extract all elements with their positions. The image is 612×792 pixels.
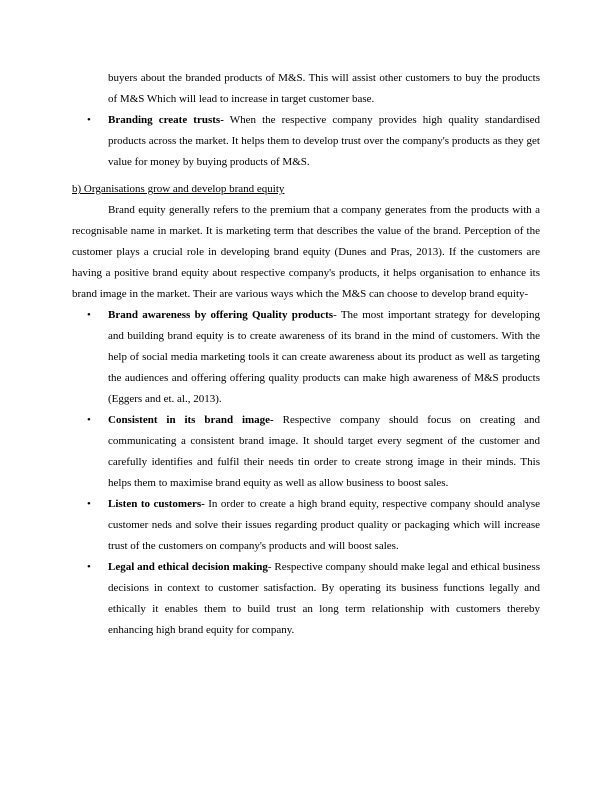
bullet-title: Listen to customers- <box>108 498 205 510</box>
bullet-icon: • <box>87 114 91 126</box>
list-item <box>72 305 540 410</box>
list-item <box>72 557 540 641</box>
bullet-title: Legal and ethical decision making <box>108 561 268 573</box>
bullet-icon: • <box>87 561 91 573</box>
bullet-text: Respective company should focus on creating and communicating a consistent brand image. It should target every segment of the customer and carefully identifies and fulfil their needs tin order to create strong image in their minds. This helps them to maximise brand equity as well as allow business to boost sales. <box>108 414 540 489</box>
bullet-list-a <box>72 110 540 173</box>
bullet-text: - The most important strategy for developing and building brand equity is to create awareness of its brand in the mind of customers. With the help of social media marketing tools it can create awareness about its product as well as targeting the audiences and offering offering quality products can make high awareness of M&S products (Eggers and et. al., 2013). <box>108 309 540 405</box>
bullet-icon: • <box>87 414 91 426</box>
bullet-title: Brand awareness by offering Quality products <box>108 309 334 321</box>
bullet-title: Consistent in its brand image- <box>108 414 274 426</box>
bullet-icon: • <box>87 498 91 510</box>
bullet-text: When the respective company provides high quality standardised products across the market. It helps them to develop trust over the company's products as they get value for money by buying products of M&S. <box>108 114 540 168</box>
section-heading: b) Organisations grow and develop brand equity <box>72 183 285 195</box>
bullet-text: In order to create a high brand equity, respective company should analyse customer neds and solve their issues regarding product quality or packaging which will increase trust of the customers on company's products and will boost sales. <box>108 498 540 552</box>
bullet-text: - Respective company should make legal and ethical business decisions in context to customer satisfaction. By operating its business functions legally and ethically it enables them to build trust an long term relationship with customers thereby enhancing high brand equity for company. <box>108 561 540 636</box>
bullet-title: Branding create trusts- <box>108 114 224 126</box>
continued-paragraph: buyers about the branded products of M&S. This will assist other customers to buy the products of M&S Which will lead to increase in target customer base. <box>108 72 540 105</box>
bullet-list-b <box>72 305 540 641</box>
body-paragraph: Brand equity generally refers to the premium that a company generates from the products with a recognisable name in market. It is marketing term that describes the value of the brand. Perception of the customer plays a crucial role in developing brand equity (Dunes and Pras, 2013). If the customers are having a positive brand equity about respective company's products, it helps organisation to enhance its brand image in the market. Their are various ways which the M&S can choose to develop brand equity- <box>72 204 540 300</box>
bullet-icon: • <box>87 309 91 321</box>
list-item <box>72 410 540 494</box>
list-item <box>72 110 540 173</box>
list-item <box>72 494 540 557</box>
